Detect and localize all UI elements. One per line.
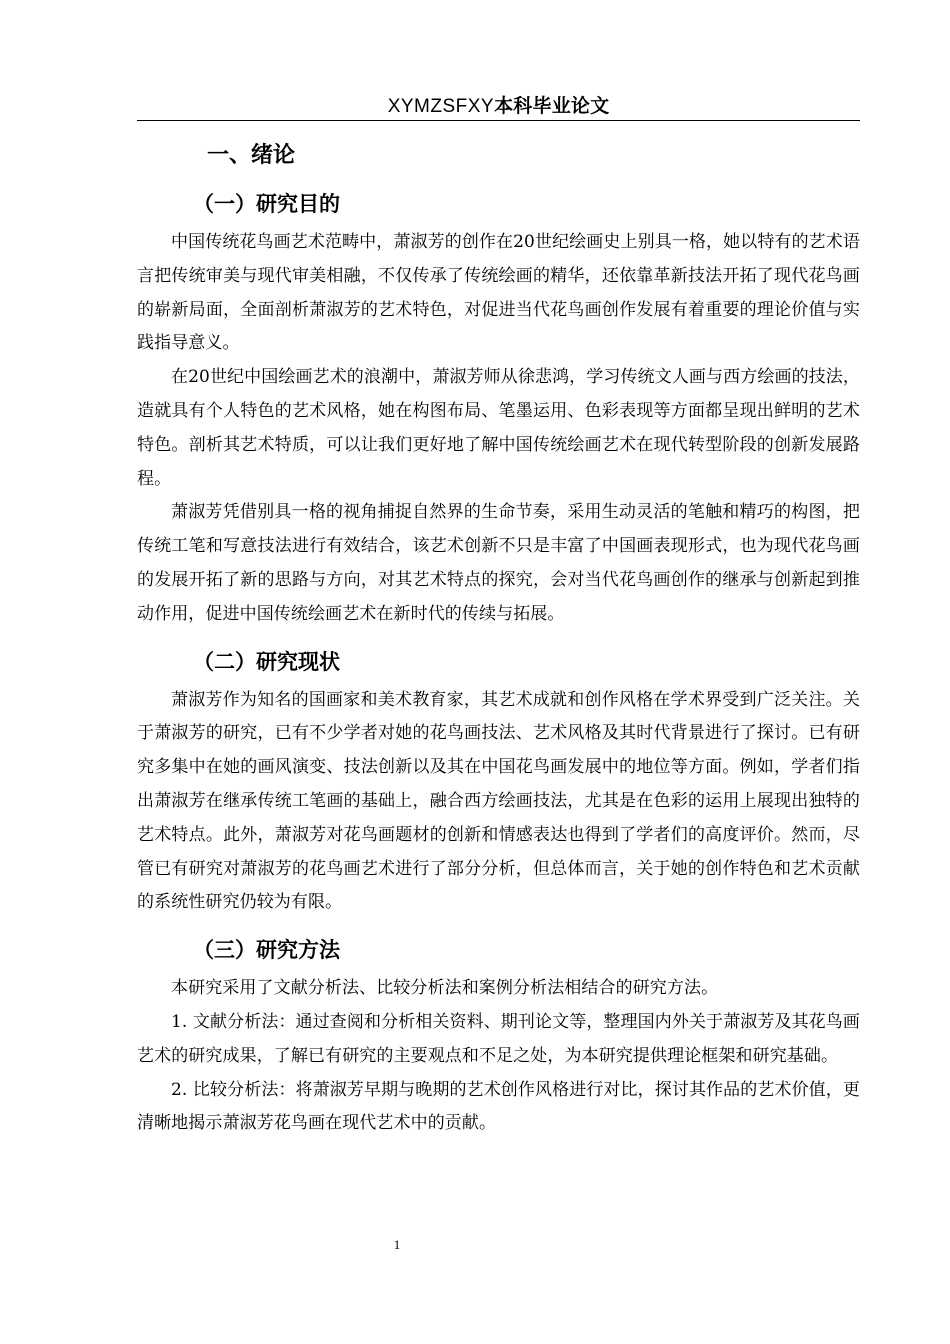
- page-number: 1: [393, 1237, 401, 1252]
- section-title-purpose: （一）研究目的: [193, 192, 340, 216]
- section-title-status: （二）研究现状: [193, 649, 340, 674]
- header-label: 本科毕业论文: [494, 95, 610, 117]
- running-header: [137, 92, 860, 120]
- paragraph: 本研究采用了文献分析法、比较分析法和案例分析法相结合的研究方法。: [171, 978, 719, 999]
- list-item: 2. 比较分析法：将萧淑芳早期与晚期的艺术创作风格进行对比，探讨其作品的艺术价值，更清晰地揭示萧淑芳花鸟画在现代艺术中的贡献。: [137, 1079, 860, 1134]
- paragraph: 在20世纪中国绘画艺术的浪潮中，萧淑芳师从徐悲鸿，学习传统文人画与西方绘画的技法，造就具有个人特色的艺术风格，她在构图布局、笔墨运用、色彩表现等方面都呈现出鲜明的艺术特色。剖析其艺术特质，可以让我们更好地了解中国传统绘画艺术在现代转型阶段的创新发展路程。: [137, 367, 860, 489]
- header-rule: [137, 120, 860, 121]
- chapter-title: 一、绪论: [207, 143, 296, 168]
- paragraph: 萧淑芳作为知名的国画家和美术教育家，其艺术成就和创作风格在学术界受到广泛关注。关于萧淑芳的研究，已有不少学者对她的花鸟画技法、艺术风格及其时代背景进行了探讨。已有研究多集中在她的画风演变、技法创新以及其在中国花鸟画发展中的地位等方面。例如，学者们指出萧淑芳在继承传统工笔画的基础上，融合西方绘画技法，尤其是在色彩的运用上展现出独特的艺术特点。此外，萧淑芳对花鸟画题材的创新和情感表达也得到了学者们的高度评价。然而，尽管已有研究对萧淑芳的花鸟画艺术进行了部分分析，但总体而言，关于她的创作特色和艺术贡献的系统性研究仍较为有限。: [137, 689, 860, 913]
- section-title-methods: （三）研究方法: [193, 938, 340, 963]
- paragraph: 中国传统花鸟画艺术范畴中，萧淑芳的创作在20世纪绘画史上别具一格，她以特有的艺术语言把传统审美与现代审美相融，不仅传承了传统绘画的精华，还依靠革新技法开拓了现代花鸟画的崭新局面，全面剖析萧淑芳的艺术特色，对促进当代花鸟画创作发展有着重要的理论价值与实践指导意义。: [137, 232, 860, 354]
- page-body: [137, 136, 860, 1141]
- paragraph: 萧淑芳凭借别具一格的视角捕捉自然界的生命节奏，采用生动灵活的笔触和精巧的构图，把传统工笔和写意技法进行有效结合，该艺术创新不只是丰富了中国画表现形式，也为现代花鸟画的发展开拓了新的思路与方向，对其艺术特点的探究，会对当代花鸟画创作的继承与创新起到推动作用，促进中国传统绘画艺术在新时代的传续与拓展。: [137, 502, 860, 624]
- header-code: XYMZSFXY: [387, 96, 495, 117]
- list-item: 1. 文献分析法：通过查阅和分析相关资料、期刊论文等，整理国内外关于萧淑芳及其花鸟画艺术的研究成果，了解已有研究的主要观点和不足之处，为本研究提供理论框架和研究基础。: [137, 1011, 860, 1066]
